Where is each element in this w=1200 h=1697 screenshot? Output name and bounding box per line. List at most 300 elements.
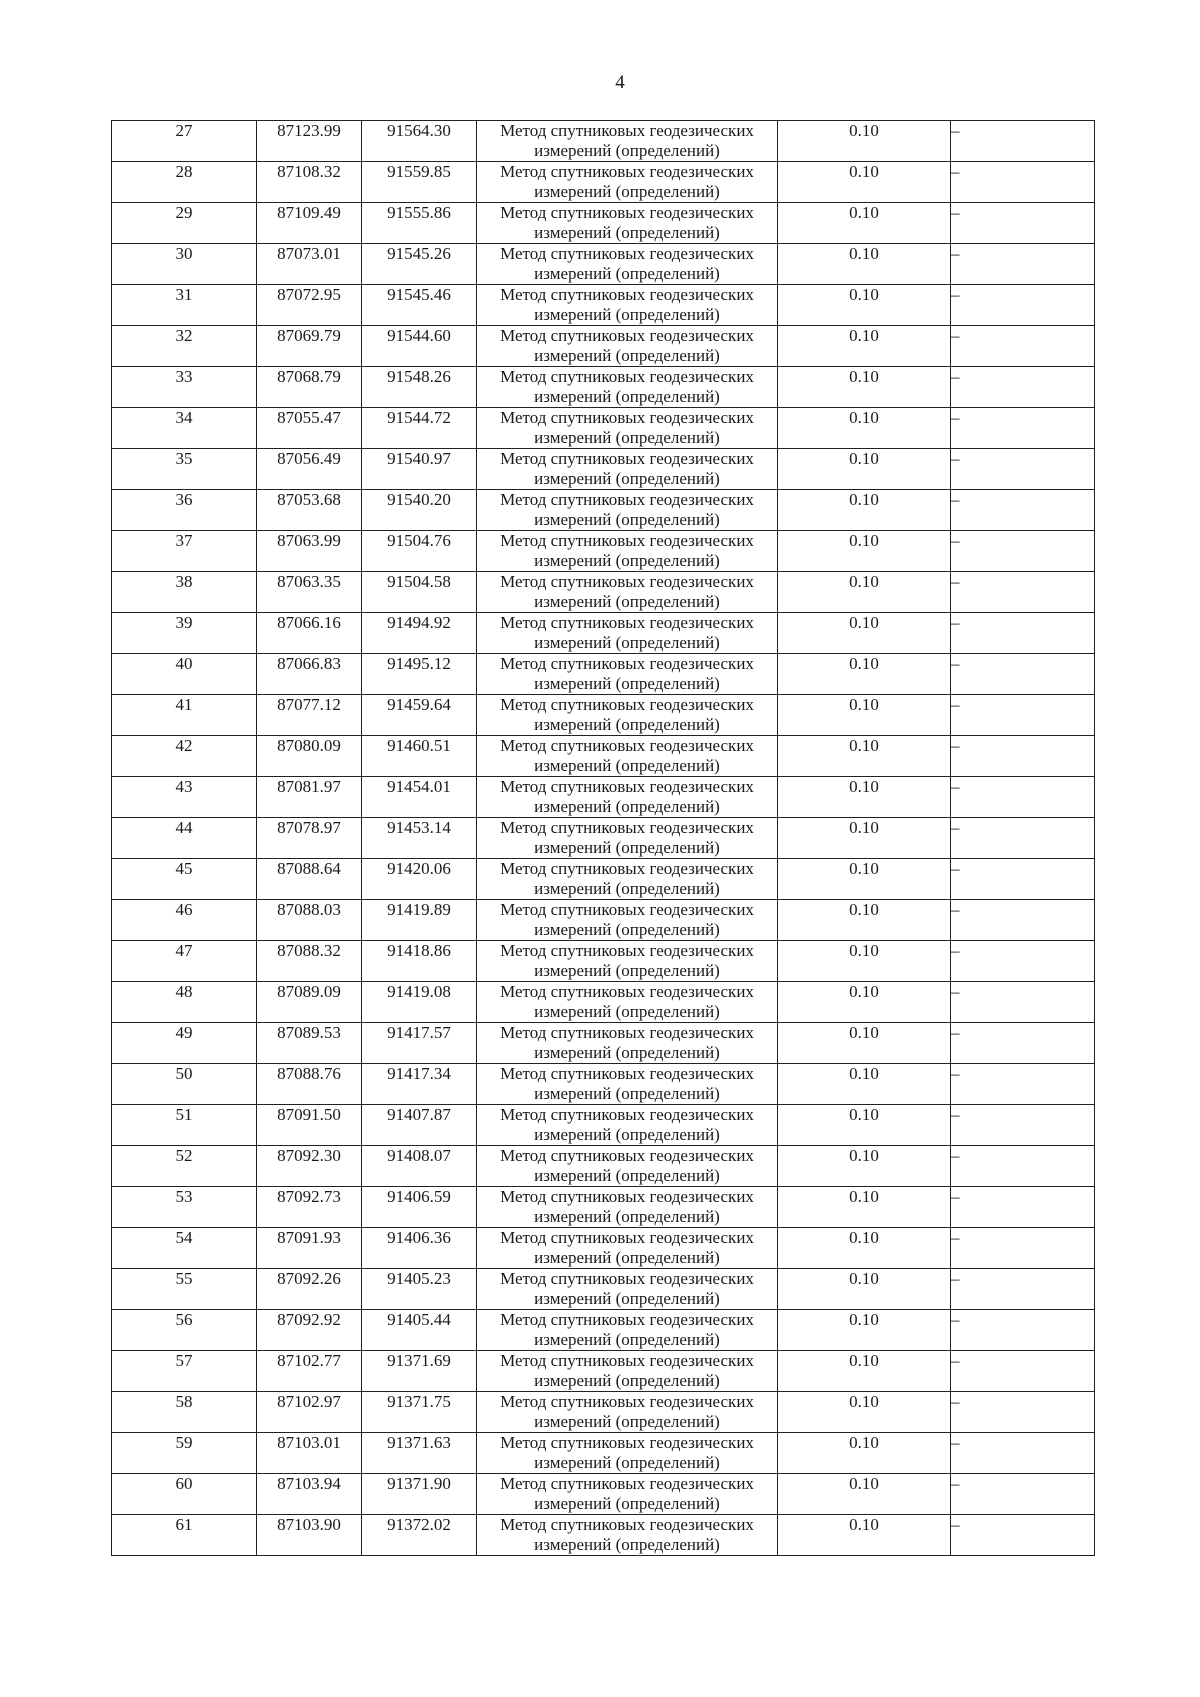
method-text-line-1: Метод спутниковых геодезических	[500, 777, 754, 796]
note-cell: –	[951, 982, 1095, 1023]
x-coordinate-cell: 87088.03	[257, 900, 362, 941]
note-cell: –	[951, 1146, 1095, 1187]
method-text-line-1: Метод спутниковых геодезических	[500, 531, 754, 550]
table-row	[112, 818, 1095, 859]
accuracy-cell: 0.10	[778, 121, 951, 162]
y-coordinate-cell: 91460.51	[362, 736, 477, 777]
x-coordinate-cell: 87078.97	[257, 818, 362, 859]
method-text-line-1: Метод спутниковых геодезических	[500, 613, 754, 632]
coordinates-table-body	[112, 121, 1095, 1556]
x-coordinate-cell: 87109.49	[257, 203, 362, 244]
note-cell: –	[951, 490, 1095, 531]
method-text-line-2: измерений (определений)	[534, 1002, 720, 1021]
table-row	[112, 1269, 1095, 1310]
method-text-line-2: измерений (определений)	[534, 1248, 720, 1267]
accuracy-cell: 0.10	[778, 1146, 951, 1187]
table-row	[112, 490, 1095, 531]
accuracy-cell: 0.10	[778, 1310, 951, 1351]
accuracy-cell: 0.10	[778, 695, 951, 736]
point-number-cell: 42	[112, 736, 257, 777]
method-cell	[477, 1023, 778, 1064]
method-cell	[477, 572, 778, 613]
method-text-line-2: измерений (определений)	[534, 264, 720, 283]
table-row	[112, 1146, 1095, 1187]
point-number-cell: 52	[112, 1146, 257, 1187]
method-text-line-1: Метод спутниковых геодезических	[500, 1351, 754, 1370]
method-text-line-2: измерений (определений)	[534, 1043, 720, 1062]
accuracy-cell: 0.10	[778, 1351, 951, 1392]
method-text-line-1: Метод спутниковых геодезических	[500, 572, 754, 591]
method-text-line-1: Метод спутниковых геодезических	[500, 285, 754, 304]
y-coordinate-cell: 91504.76	[362, 531, 477, 572]
table-row	[112, 695, 1095, 736]
note-cell: –	[951, 203, 1095, 244]
method-cell	[477, 982, 778, 1023]
method-text-line-1: Метод спутниковых геодезических	[500, 941, 754, 960]
table-row	[112, 736, 1095, 777]
note-cell: –	[951, 654, 1095, 695]
y-coordinate-cell: 91495.12	[362, 654, 477, 695]
method-cell	[477, 941, 778, 982]
accuracy-cell: 0.10	[778, 490, 951, 531]
method-text-line-2: измерений (определений)	[534, 387, 720, 406]
note-cell: –	[951, 941, 1095, 982]
method-cell	[477, 490, 778, 531]
point-number-cell: 49	[112, 1023, 257, 1064]
y-coordinate-cell: 91408.07	[362, 1146, 477, 1187]
method-cell	[477, 326, 778, 367]
y-coordinate-cell: 91420.06	[362, 859, 477, 900]
y-coordinate-cell: 91417.34	[362, 1064, 477, 1105]
method-text-line-2: измерений (определений)	[534, 592, 720, 611]
table-row	[112, 408, 1095, 449]
note-cell: –	[951, 1474, 1095, 1515]
note-cell: –	[951, 1433, 1095, 1474]
x-coordinate-cell: 87072.95	[257, 285, 362, 326]
method-text-line-2: измерений (определений)	[534, 1125, 720, 1144]
accuracy-cell: 0.10	[778, 1064, 951, 1105]
table-row	[112, 1064, 1095, 1105]
y-coordinate-cell: 91372.02	[362, 1515, 477, 1556]
note-cell: –	[951, 1392, 1095, 1433]
method-text-line-2: измерений (определений)	[534, 1330, 720, 1349]
point-number-cell: 57	[112, 1351, 257, 1392]
accuracy-cell: 0.10	[778, 1023, 951, 1064]
note-cell: –	[951, 1228, 1095, 1269]
table-row	[112, 162, 1095, 203]
method-cell	[477, 531, 778, 572]
table-row	[112, 1433, 1095, 1474]
method-cell	[477, 736, 778, 777]
y-coordinate-cell: 91371.90	[362, 1474, 477, 1515]
point-number-cell: 36	[112, 490, 257, 531]
x-coordinate-cell: 87056.49	[257, 449, 362, 490]
method-text-line-2: измерений (определений)	[534, 1084, 720, 1103]
method-cell	[477, 1269, 778, 1310]
x-coordinate-cell: 87092.73	[257, 1187, 362, 1228]
method-text-line-1: Метод спутниковых геодезических	[500, 1515, 754, 1534]
method-text-line-2: измерений (определений)	[534, 1453, 720, 1472]
method-cell	[477, 777, 778, 818]
page-number: 4	[615, 72, 625, 93]
point-number-cell: 28	[112, 162, 257, 203]
method-cell	[477, 1351, 778, 1392]
method-text-line-2: измерений (определений)	[534, 182, 720, 201]
y-coordinate-cell: 91453.14	[362, 818, 477, 859]
y-coordinate-cell: 91540.20	[362, 490, 477, 531]
accuracy-cell: 0.10	[778, 777, 951, 818]
point-number-cell: 29	[112, 203, 257, 244]
note-cell: –	[951, 736, 1095, 777]
method-text-line-2: измерений (определений)	[534, 715, 720, 734]
accuracy-cell: 0.10	[778, 367, 951, 408]
method-text-line-2: измерений (определений)	[534, 879, 720, 898]
point-number-cell: 58	[112, 1392, 257, 1433]
table-row	[112, 285, 1095, 326]
table-row	[112, 326, 1095, 367]
x-coordinate-cell: 87053.68	[257, 490, 362, 531]
note-cell: –	[951, 613, 1095, 654]
method-text-line-2: измерений (определений)	[534, 428, 720, 447]
x-coordinate-cell: 87069.79	[257, 326, 362, 367]
note-cell: –	[951, 1023, 1095, 1064]
x-coordinate-cell: 87092.26	[257, 1269, 362, 1310]
point-number-cell: 41	[112, 695, 257, 736]
accuracy-cell: 0.10	[778, 408, 951, 449]
x-coordinate-cell: 87102.97	[257, 1392, 362, 1433]
point-number-cell: 59	[112, 1433, 257, 1474]
note-cell: –	[951, 1515, 1095, 1556]
point-number-cell: 31	[112, 285, 257, 326]
method-cell	[477, 859, 778, 900]
method-text-line-2: измерений (определений)	[534, 551, 720, 570]
point-number-cell: 46	[112, 900, 257, 941]
method-cell	[477, 1515, 778, 1556]
table-row	[112, 654, 1095, 695]
note-cell: –	[951, 1310, 1095, 1351]
table-row	[112, 572, 1095, 613]
method-text-line-2: измерений (определений)	[534, 1412, 720, 1431]
x-coordinate-cell: 87108.32	[257, 162, 362, 203]
x-coordinate-cell: 87088.76	[257, 1064, 362, 1105]
method-text-line-2: измерений (определений)	[534, 838, 720, 857]
point-number-cell: 38	[112, 572, 257, 613]
method-text-line-1: Метод спутниковых геодезических	[500, 818, 754, 837]
accuracy-cell: 0.10	[778, 1187, 951, 1228]
table-row	[112, 449, 1095, 490]
accuracy-cell: 0.10	[778, 1515, 951, 1556]
y-coordinate-cell: 91559.85	[362, 162, 477, 203]
method-text-line-1: Метод спутниковых геодезических	[500, 1474, 754, 1493]
note-cell: –	[951, 162, 1095, 203]
method-cell	[477, 285, 778, 326]
note-cell: –	[951, 531, 1095, 572]
x-coordinate-cell: 87123.99	[257, 121, 362, 162]
method-text-line-1: Метод спутниковых геодезических	[500, 408, 754, 427]
method-cell	[477, 654, 778, 695]
point-number-cell: 39	[112, 613, 257, 654]
method-cell	[477, 244, 778, 285]
point-number-cell: 50	[112, 1064, 257, 1105]
accuracy-cell: 0.10	[778, 941, 951, 982]
note-cell: –	[951, 1187, 1095, 1228]
x-coordinate-cell: 87055.47	[257, 408, 362, 449]
method-text-line-1: Метод спутниковых геодезических	[500, 162, 754, 181]
method-text-line-1: Метод спутниковых геодезических	[500, 1269, 754, 1288]
method-text-line-1: Метод спутниковых геодезических	[500, 203, 754, 222]
method-text-line-1: Метод спутниковых геодезических	[500, 900, 754, 919]
method-cell	[477, 1474, 778, 1515]
table-row	[112, 941, 1095, 982]
y-coordinate-cell: 91540.97	[362, 449, 477, 490]
x-coordinate-cell: 87103.01	[257, 1433, 362, 1474]
point-number-cell: 44	[112, 818, 257, 859]
point-number-cell: 45	[112, 859, 257, 900]
x-coordinate-cell: 87103.90	[257, 1515, 362, 1556]
note-cell: –	[951, 1269, 1095, 1310]
y-coordinate-cell: 91406.59	[362, 1187, 477, 1228]
note-cell: –	[951, 777, 1095, 818]
accuracy-cell: 0.10	[778, 1433, 951, 1474]
method-text-line-1: Метод спутниковых геодезических	[500, 367, 754, 386]
y-coordinate-cell: 91371.63	[362, 1433, 477, 1474]
method-text-line-1: Метод спутниковых геодезических	[500, 1310, 754, 1329]
table-row	[112, 1023, 1095, 1064]
point-number-cell: 34	[112, 408, 257, 449]
y-coordinate-cell: 91405.23	[362, 1269, 477, 1310]
point-number-cell: 60	[112, 1474, 257, 1515]
method-text-line-1: Метод спутниковых геодезических	[500, 1228, 754, 1247]
x-coordinate-cell: 87102.77	[257, 1351, 362, 1392]
accuracy-cell: 0.10	[778, 449, 951, 490]
method-text-line-1: Метод спутниковых геодезических	[500, 244, 754, 263]
method-text-line-1: Метод спутниковых геодезических	[500, 859, 754, 878]
x-coordinate-cell: 87089.09	[257, 982, 362, 1023]
y-coordinate-cell: 91407.87	[362, 1105, 477, 1146]
table-row	[112, 1392, 1095, 1433]
method-text-line-1: Метод спутниковых геодезических	[500, 736, 754, 755]
point-number-cell: 30	[112, 244, 257, 285]
x-coordinate-cell: 87089.53	[257, 1023, 362, 1064]
y-coordinate-cell: 91459.64	[362, 695, 477, 736]
x-coordinate-cell: 87063.35	[257, 572, 362, 613]
table-row	[112, 859, 1095, 900]
accuracy-cell: 0.10	[778, 1269, 951, 1310]
method-cell	[477, 367, 778, 408]
method-cell	[477, 695, 778, 736]
table-row	[112, 1187, 1095, 1228]
point-number-cell: 53	[112, 1187, 257, 1228]
method-text-line-2: измерений (определений)	[534, 510, 720, 529]
method-cell	[477, 1064, 778, 1105]
y-coordinate-cell: 91371.75	[362, 1392, 477, 1433]
method-text-line-1: Метод спутниковых геодезических	[500, 982, 754, 1001]
table-row	[112, 1310, 1095, 1351]
accuracy-cell: 0.10	[778, 326, 951, 367]
table-row	[112, 367, 1095, 408]
accuracy-cell: 0.10	[778, 900, 951, 941]
method-cell	[477, 203, 778, 244]
note-cell: –	[951, 285, 1095, 326]
table-row	[112, 1105, 1095, 1146]
x-coordinate-cell: 87066.83	[257, 654, 362, 695]
method-cell	[477, 162, 778, 203]
y-coordinate-cell: 91545.46	[362, 285, 477, 326]
point-number-cell: 54	[112, 1228, 257, 1269]
accuracy-cell: 0.10	[778, 244, 951, 285]
method-text-line-2: измерений (определений)	[534, 756, 720, 775]
method-text-line-1: Метод спутниковых геодезических	[500, 1064, 754, 1083]
x-coordinate-cell: 87092.92	[257, 1310, 362, 1351]
note-cell: –	[951, 1064, 1095, 1105]
method-text-line-2: измерений (определений)	[534, 1166, 720, 1185]
method-text-line-1: Метод спутниковых геодезических	[500, 1392, 754, 1411]
x-coordinate-cell: 87091.50	[257, 1105, 362, 1146]
method-text-line-2: измерений (определений)	[534, 1535, 720, 1554]
method-text-line-2: измерений (определений)	[534, 469, 720, 488]
method-text-line-1: Метод спутниковых геодезических	[500, 1146, 754, 1165]
accuracy-cell: 0.10	[778, 1228, 951, 1269]
accuracy-cell: 0.10	[778, 1105, 951, 1146]
y-coordinate-cell: 91504.58	[362, 572, 477, 613]
x-coordinate-cell: 87066.16	[257, 613, 362, 654]
note-cell: –	[951, 818, 1095, 859]
point-number-cell: 32	[112, 326, 257, 367]
y-coordinate-cell: 91419.89	[362, 900, 477, 941]
method-cell	[477, 1433, 778, 1474]
accuracy-cell: 0.10	[778, 982, 951, 1023]
note-cell: –	[951, 244, 1095, 285]
table-row	[112, 244, 1095, 285]
note-cell: –	[951, 695, 1095, 736]
point-number-cell: 43	[112, 777, 257, 818]
point-number-cell: 47	[112, 941, 257, 982]
table-row	[112, 121, 1095, 162]
note-cell: –	[951, 1105, 1095, 1146]
accuracy-cell: 0.10	[778, 572, 951, 613]
y-coordinate-cell: 91544.72	[362, 408, 477, 449]
coordinates-table	[111, 120, 1095, 1556]
point-number-cell: 61	[112, 1515, 257, 1556]
method-text-line-2: измерений (определений)	[534, 920, 720, 939]
accuracy-cell: 0.10	[778, 736, 951, 777]
y-coordinate-cell: 91419.08	[362, 982, 477, 1023]
x-coordinate-cell: 87088.64	[257, 859, 362, 900]
y-coordinate-cell: 91454.01	[362, 777, 477, 818]
method-text-line-2: измерений (определений)	[534, 961, 720, 980]
x-coordinate-cell: 87077.12	[257, 695, 362, 736]
accuracy-cell: 0.10	[778, 531, 951, 572]
y-coordinate-cell: 91555.86	[362, 203, 477, 244]
method-cell	[477, 1310, 778, 1351]
method-cell	[477, 613, 778, 654]
method-text-line-2: измерений (определений)	[534, 141, 720, 160]
point-number-cell: 55	[112, 1269, 257, 1310]
table-row	[112, 900, 1095, 941]
method-text-line-2: измерений (определений)	[534, 797, 720, 816]
table-row	[112, 203, 1095, 244]
method-cell	[477, 818, 778, 859]
method-text-line-2: измерений (определений)	[534, 1494, 720, 1513]
accuracy-cell: 0.10	[778, 859, 951, 900]
method-text-line-2: измерений (определений)	[534, 223, 720, 242]
accuracy-cell: 0.10	[778, 203, 951, 244]
method-text-line-1: Метод спутниковых геодезических	[500, 654, 754, 673]
table-row	[112, 531, 1095, 572]
method-text-line-1: Метод спутниковых геодезических	[500, 449, 754, 468]
y-coordinate-cell: 91418.86	[362, 941, 477, 982]
method-text-line-1: Метод спутниковых геодезических	[500, 695, 754, 714]
x-coordinate-cell: 87103.94	[257, 1474, 362, 1515]
y-coordinate-cell: 91544.60	[362, 326, 477, 367]
y-coordinate-cell: 91406.36	[362, 1228, 477, 1269]
note-cell: –	[951, 449, 1095, 490]
method-cell	[477, 900, 778, 941]
method-text-line-1: Метод спутниковых геодезических	[500, 1187, 754, 1206]
y-coordinate-cell: 91417.57	[362, 1023, 477, 1064]
table-row	[112, 1474, 1095, 1515]
x-coordinate-cell: 87088.32	[257, 941, 362, 982]
method-text-line-2: измерений (определений)	[534, 1289, 720, 1308]
note-cell: –	[951, 572, 1095, 613]
note-cell: –	[951, 408, 1095, 449]
accuracy-cell: 0.10	[778, 1474, 951, 1515]
table-row	[112, 982, 1095, 1023]
y-coordinate-cell: 91405.44	[362, 1310, 477, 1351]
point-number-cell: 35	[112, 449, 257, 490]
point-number-cell: 27	[112, 121, 257, 162]
method-text-line-2: измерений (определений)	[534, 674, 720, 693]
x-coordinate-cell: 87092.30	[257, 1146, 362, 1187]
method-text-line-1: Метод спутниковых геодезических	[500, 326, 754, 345]
point-number-cell: 56	[112, 1310, 257, 1351]
y-coordinate-cell: 91548.26	[362, 367, 477, 408]
y-coordinate-cell: 91371.69	[362, 1351, 477, 1392]
table-row	[112, 1351, 1095, 1392]
method-text-line-2: измерений (определений)	[534, 305, 720, 324]
method-text-line-1: Метод спутниковых геодезических	[500, 490, 754, 509]
accuracy-cell: 0.10	[778, 162, 951, 203]
accuracy-cell: 0.10	[778, 1392, 951, 1433]
method-cell	[477, 121, 778, 162]
x-coordinate-cell: 87063.99	[257, 531, 362, 572]
note-cell: –	[951, 367, 1095, 408]
method-cell	[477, 408, 778, 449]
point-number-cell: 51	[112, 1105, 257, 1146]
method-text-line-1: Метод спутниковых геодезических	[500, 1433, 754, 1452]
point-number-cell: 33	[112, 367, 257, 408]
table-row	[112, 613, 1095, 654]
accuracy-cell: 0.10	[778, 613, 951, 654]
point-number-cell: 48	[112, 982, 257, 1023]
method-text-line-2: измерений (определений)	[534, 633, 720, 652]
note-cell: –	[951, 121, 1095, 162]
method-text-line-1: Метод спутниковых геодезических	[500, 121, 754, 140]
table-row	[112, 777, 1095, 818]
x-coordinate-cell: 87068.79	[257, 367, 362, 408]
method-cell	[477, 449, 778, 490]
method-text-line-2: измерений (определений)	[534, 1371, 720, 1390]
method-cell	[477, 1228, 778, 1269]
method-cell	[477, 1392, 778, 1433]
accuracy-cell: 0.10	[778, 285, 951, 326]
y-coordinate-cell: 91545.26	[362, 244, 477, 285]
x-coordinate-cell: 87081.97	[257, 777, 362, 818]
y-coordinate-cell: 91494.92	[362, 613, 477, 654]
accuracy-cell: 0.10	[778, 654, 951, 695]
point-number-cell: 37	[112, 531, 257, 572]
note-cell: –	[951, 326, 1095, 367]
